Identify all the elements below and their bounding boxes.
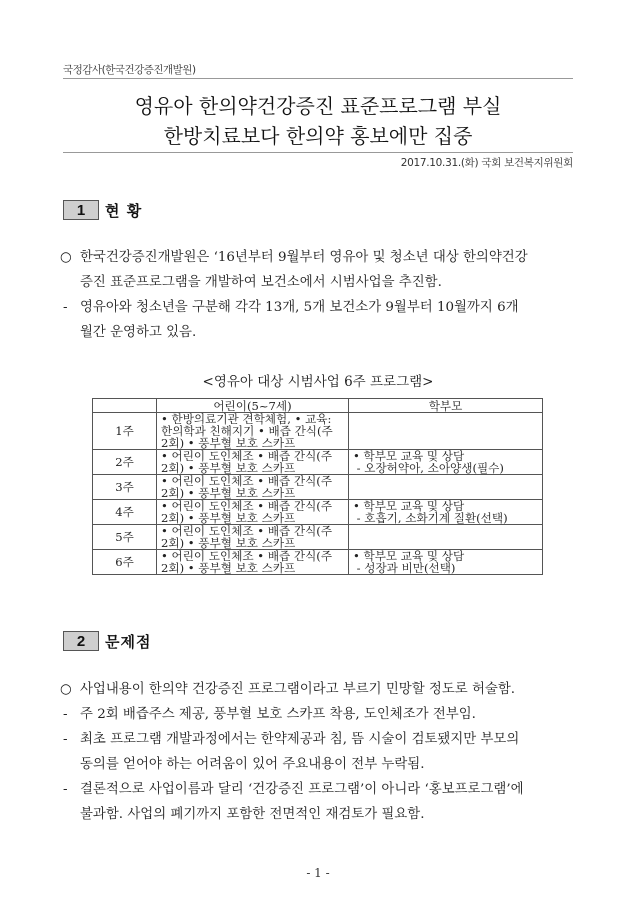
paragraph-text: 동의를 얻어야 하는 어려움이 있어 주요내용이 전부 누락됨. (80, 757, 425, 772)
cell-line: • 어린이 도인체조 • 배즙 간식(주 (161, 524, 333, 538)
paragraph-text: 최초 프로그램 개발과정에서는 한약제공과 침, 뜸 시술이 검토됐지만 부모의 (80, 732, 520, 747)
week-cell: 2주 (93, 450, 157, 475)
week-cell: 1주 (93, 413, 157, 450)
paragraph-text: 주 2회 배즙주스 제공, 풍부혈 보호 스카프 착용, 도인체조가 전부임. (80, 707, 476, 722)
parent-cell (349, 550, 543, 575)
child-cell (157, 525, 349, 550)
header-bottom-rule (63, 152, 573, 153)
table-row (93, 525, 543, 550)
paragraph-text: 사업내용이 한의약 건강증진 프로그램이라고 부르기 민망할 정도로 허술함. (80, 682, 516, 697)
table-row (93, 475, 543, 500)
section-1-body (60, 245, 580, 345)
paragraph (60, 727, 580, 777)
paragraph (60, 677, 580, 702)
document-title-line2: 한방치료보다 한의약 홍보에만 집중 (163, 124, 473, 148)
week-cell: 3주 (93, 475, 157, 500)
dash-bullet-icon: - (63, 300, 68, 315)
table-row (93, 413, 543, 450)
cell-line: 2회) • 풍부혈 보호 스카프 (161, 461, 296, 475)
paragraph (60, 245, 580, 295)
paragraph-text: 영유아와 청소년을 구분해 각각 13개, 5개 보건소가 9월부터 10월까지 6개 (80, 300, 519, 315)
section-number-box: 1 (63, 200, 99, 220)
table-header-parent: 학부모 (349, 399, 543, 413)
table-header-row (93, 399, 543, 413)
table-header-child: 어린이(5~7세) (157, 399, 349, 413)
cell-line: • 학부모 교육 및 상담 (353, 499, 465, 513)
cell-line: • 어린이 도인체조 • 배즙 간식(주 (161, 549, 333, 563)
circle-bullet-icon: ○ (60, 250, 72, 265)
cell-line: • 학부모 교육 및 상담 (353, 549, 465, 563)
week-cell: 5주 (93, 525, 157, 550)
parent-cell (349, 525, 543, 550)
section-title: 문제점 (105, 632, 152, 651)
cell-line: • 한방의료기관 견학체험, • 교육: (161, 412, 332, 426)
cell-line: - 호흡기, 소화기계 질환(선택) (353, 511, 508, 525)
cell-line: - 성장과 비만(선택) (353, 561, 456, 575)
child-cell (157, 413, 349, 450)
table-row (93, 550, 543, 575)
circle-bullet-icon: ○ (60, 682, 72, 697)
cell-line: • 학부모 교육 및 상담 (353, 449, 465, 463)
child-cell (157, 550, 349, 575)
cell-line: 2회) • 풍부혈 보호 스카프 (161, 561, 296, 575)
child-cell (157, 450, 349, 475)
table-caption: <영유아 대상 시범사업 6주 프로그램> (202, 374, 434, 390)
program-table (92, 398, 543, 575)
paragraph (60, 702, 580, 727)
cell-line: 2회) • 풍부혈 보호 스카프 (161, 486, 296, 500)
table-row (93, 450, 543, 475)
section-heading-status (63, 199, 142, 221)
paragraph-text: 월간 운영하고 있음. (80, 325, 197, 340)
section-heading-problems (63, 630, 151, 652)
dash-bullet-icon: - (63, 782, 68, 797)
date-committee-line: 2017.10.31.(화) 국회 보건복지위원회 (400, 157, 573, 169)
child-cell (157, 500, 349, 525)
page-number: - 1 - (306, 866, 330, 880)
paragraph-text: 결론적으로 사업이름과 달리 ‘건강증진 프로그램’이 아니라 ‘홍보프로그램’에 (80, 782, 524, 797)
paragraph-text: 한국건강증진개발원은 ‘16년부터 9월부터 영유아 및 청소년 대상 한의약건강 (80, 250, 528, 265)
cell-line: 2회) • 풍부혈 보호 스카프 (161, 536, 296, 550)
dash-bullet-icon: - (63, 732, 68, 747)
section-number-box: 2 (63, 631, 99, 651)
child-cell (157, 475, 349, 500)
header-top-rule (63, 78, 573, 79)
table-row (93, 500, 543, 525)
paragraph-text: 증진 표준프로그램을 개발하여 보건소에서 시범사업을 추진함. (80, 275, 442, 290)
cell-line: 2회) • 풍부혈 보호 스카프 (161, 511, 296, 525)
week-cell: 6주 (93, 550, 157, 575)
cell-line: 한의학과 친해지기 • 배즙 간식(주 (161, 424, 333, 438)
parent-cell (349, 413, 543, 450)
cell-line: - 오장허약아, 소아양생(필수) (353, 461, 504, 475)
paragraph (60, 777, 580, 827)
table-header-week (93, 399, 157, 413)
parent-cell (349, 450, 543, 475)
section-title: 현 황 (105, 201, 143, 220)
paragraph-text: 불과함. 사업의 폐기까지 포함한 전면적인 재검토가 필요함. (80, 807, 425, 822)
parent-cell (349, 475, 543, 500)
organization-label: 국정감사(한국건강증진개발원) (63, 64, 196, 76)
document-title-line1: 영유아 한의약건강증진 표준프로그램 부실 (134, 94, 502, 118)
cell-line: • 어린이 도인체조 • 배즙 간식(주 (161, 449, 333, 463)
cell-line: • 어린이 도인체조 • 배즙 간식(주 (161, 474, 333, 488)
dash-bullet-icon: - (63, 707, 68, 722)
paragraph (60, 295, 580, 345)
section-2-body (60, 677, 580, 827)
week-cell: 4주 (93, 500, 157, 525)
cell-line: • 어린이 도인체조 • 배즙 간식(주 (161, 499, 333, 513)
cell-line: 2회) • 풍부혈 보호 스카프 (161, 436, 296, 450)
parent-cell (349, 500, 543, 525)
